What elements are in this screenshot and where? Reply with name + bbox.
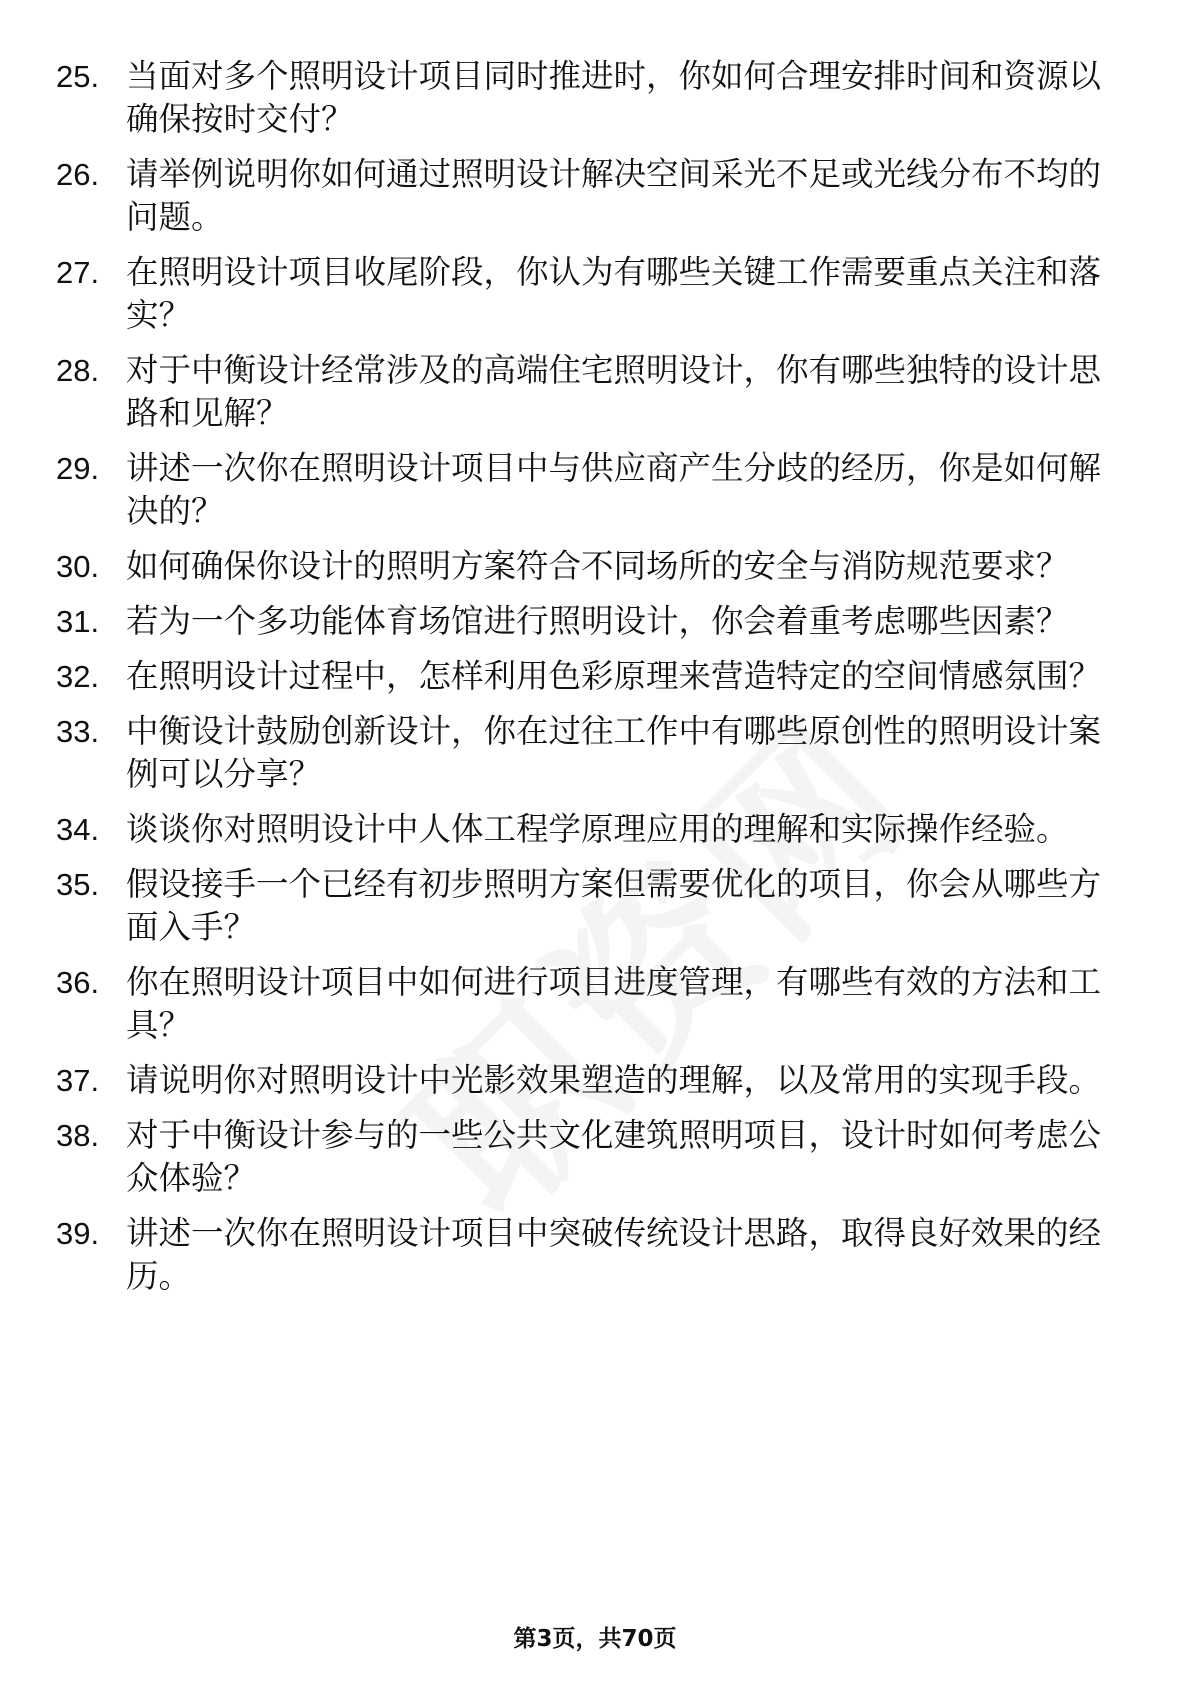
question-text: 在照明设计项目收尾阶段，你认为有哪些关键工作需要重点关注和落实？ — [126, 253, 1102, 334]
question-text: 谈谈你对照明设计中人体工程学原理应用的理解和实际操作经验。 — [126, 810, 1069, 848]
question-item — [56, 655, 1136, 698]
page-number-footer: 第3页，共70页 — [513, 1626, 677, 1652]
question-text: 请举例说明你如何通过照明设计解决空间采光不足或光线分布不均的问题。 — [126, 155, 1102, 236]
question-text: 你在照明设计项目中如何进行项目进度管理，有哪些有效的方法和工具？ — [126, 963, 1102, 1044]
question-number: 32. — [56, 659, 100, 694]
question-list — [56, 55, 1136, 1310]
question-item — [56, 545, 1136, 588]
question-text: 对于中衡设计参与的一些公共文化建筑照明项目，设计时如何考虑公众体验？ — [126, 1116, 1102, 1197]
question-item — [56, 1059, 1136, 1102]
question-item — [56, 153, 1136, 239]
question-item — [56, 55, 1136, 141]
question-number: 31. — [56, 604, 100, 639]
question-item — [56, 863, 1136, 949]
question-item — [56, 600, 1136, 643]
question-number: 29. — [56, 451, 100, 486]
question-text: 在照明设计过程中，怎样利用色彩原理来营造特定的空间情感氛围？ — [126, 657, 1102, 695]
question-text: 中衡设计鼓励创新设计，你在过往工作中有哪些原创性的照明设计案例可以分享？ — [126, 712, 1102, 793]
question-text: 对于中衡设计经常涉及的高端住宅照明设计，你有哪些独特的设计思路和见解？ — [126, 351, 1102, 432]
question-text: 假设接手一个已经有初步照明方案但需要优化的项目，你会从哪些方面入手？ — [126, 865, 1102, 946]
question-item — [56, 251, 1136, 337]
question-text: 当面对多个照明设计项目同时推进时，你如何合理安排时间和资源以确保按时交付？ — [126, 57, 1102, 138]
question-number: 34. — [56, 812, 100, 847]
question-item — [56, 1212, 1136, 1298]
question-item — [56, 447, 1136, 533]
question-text: 讲述一次你在照明设计项目中突破传统设计思路，取得良好效果的经历。 — [126, 1214, 1102, 1295]
question-number: 38. — [56, 1118, 100, 1153]
question-text: 若为一个多功能体育场馆进行照明设计，你会着重考虑哪些因素？ — [126, 602, 1069, 640]
question-item — [56, 710, 1136, 796]
question-number: 36. — [56, 965, 100, 1000]
question-number: 28. — [56, 353, 100, 388]
question-number: 35. — [56, 867, 100, 902]
question-text: 讲述一次你在照明设计项目中与供应商产生分歧的经历，你是如何解决的？ — [126, 449, 1102, 530]
question-number: 39. — [56, 1216, 100, 1251]
question-number: 37. — [56, 1063, 100, 1098]
question-item — [56, 349, 1136, 435]
question-number: 26. — [56, 157, 100, 192]
question-number: 30. — [56, 549, 100, 584]
question-text: 如何确保你设计的照明方案符合不同场所的安全与消防规范要求？ — [126, 547, 1069, 585]
question-number: 27. — [56, 255, 100, 290]
question-number: 33. — [56, 714, 100, 749]
question-item — [56, 1114, 1136, 1200]
question-item — [56, 808, 1136, 851]
question-item — [56, 961, 1136, 1047]
question-text: 请说明你对照明设计中光影效果塑造的理解，以及常用的实现手段。 — [126, 1061, 1102, 1099]
question-number: 25. — [56, 59, 100, 94]
